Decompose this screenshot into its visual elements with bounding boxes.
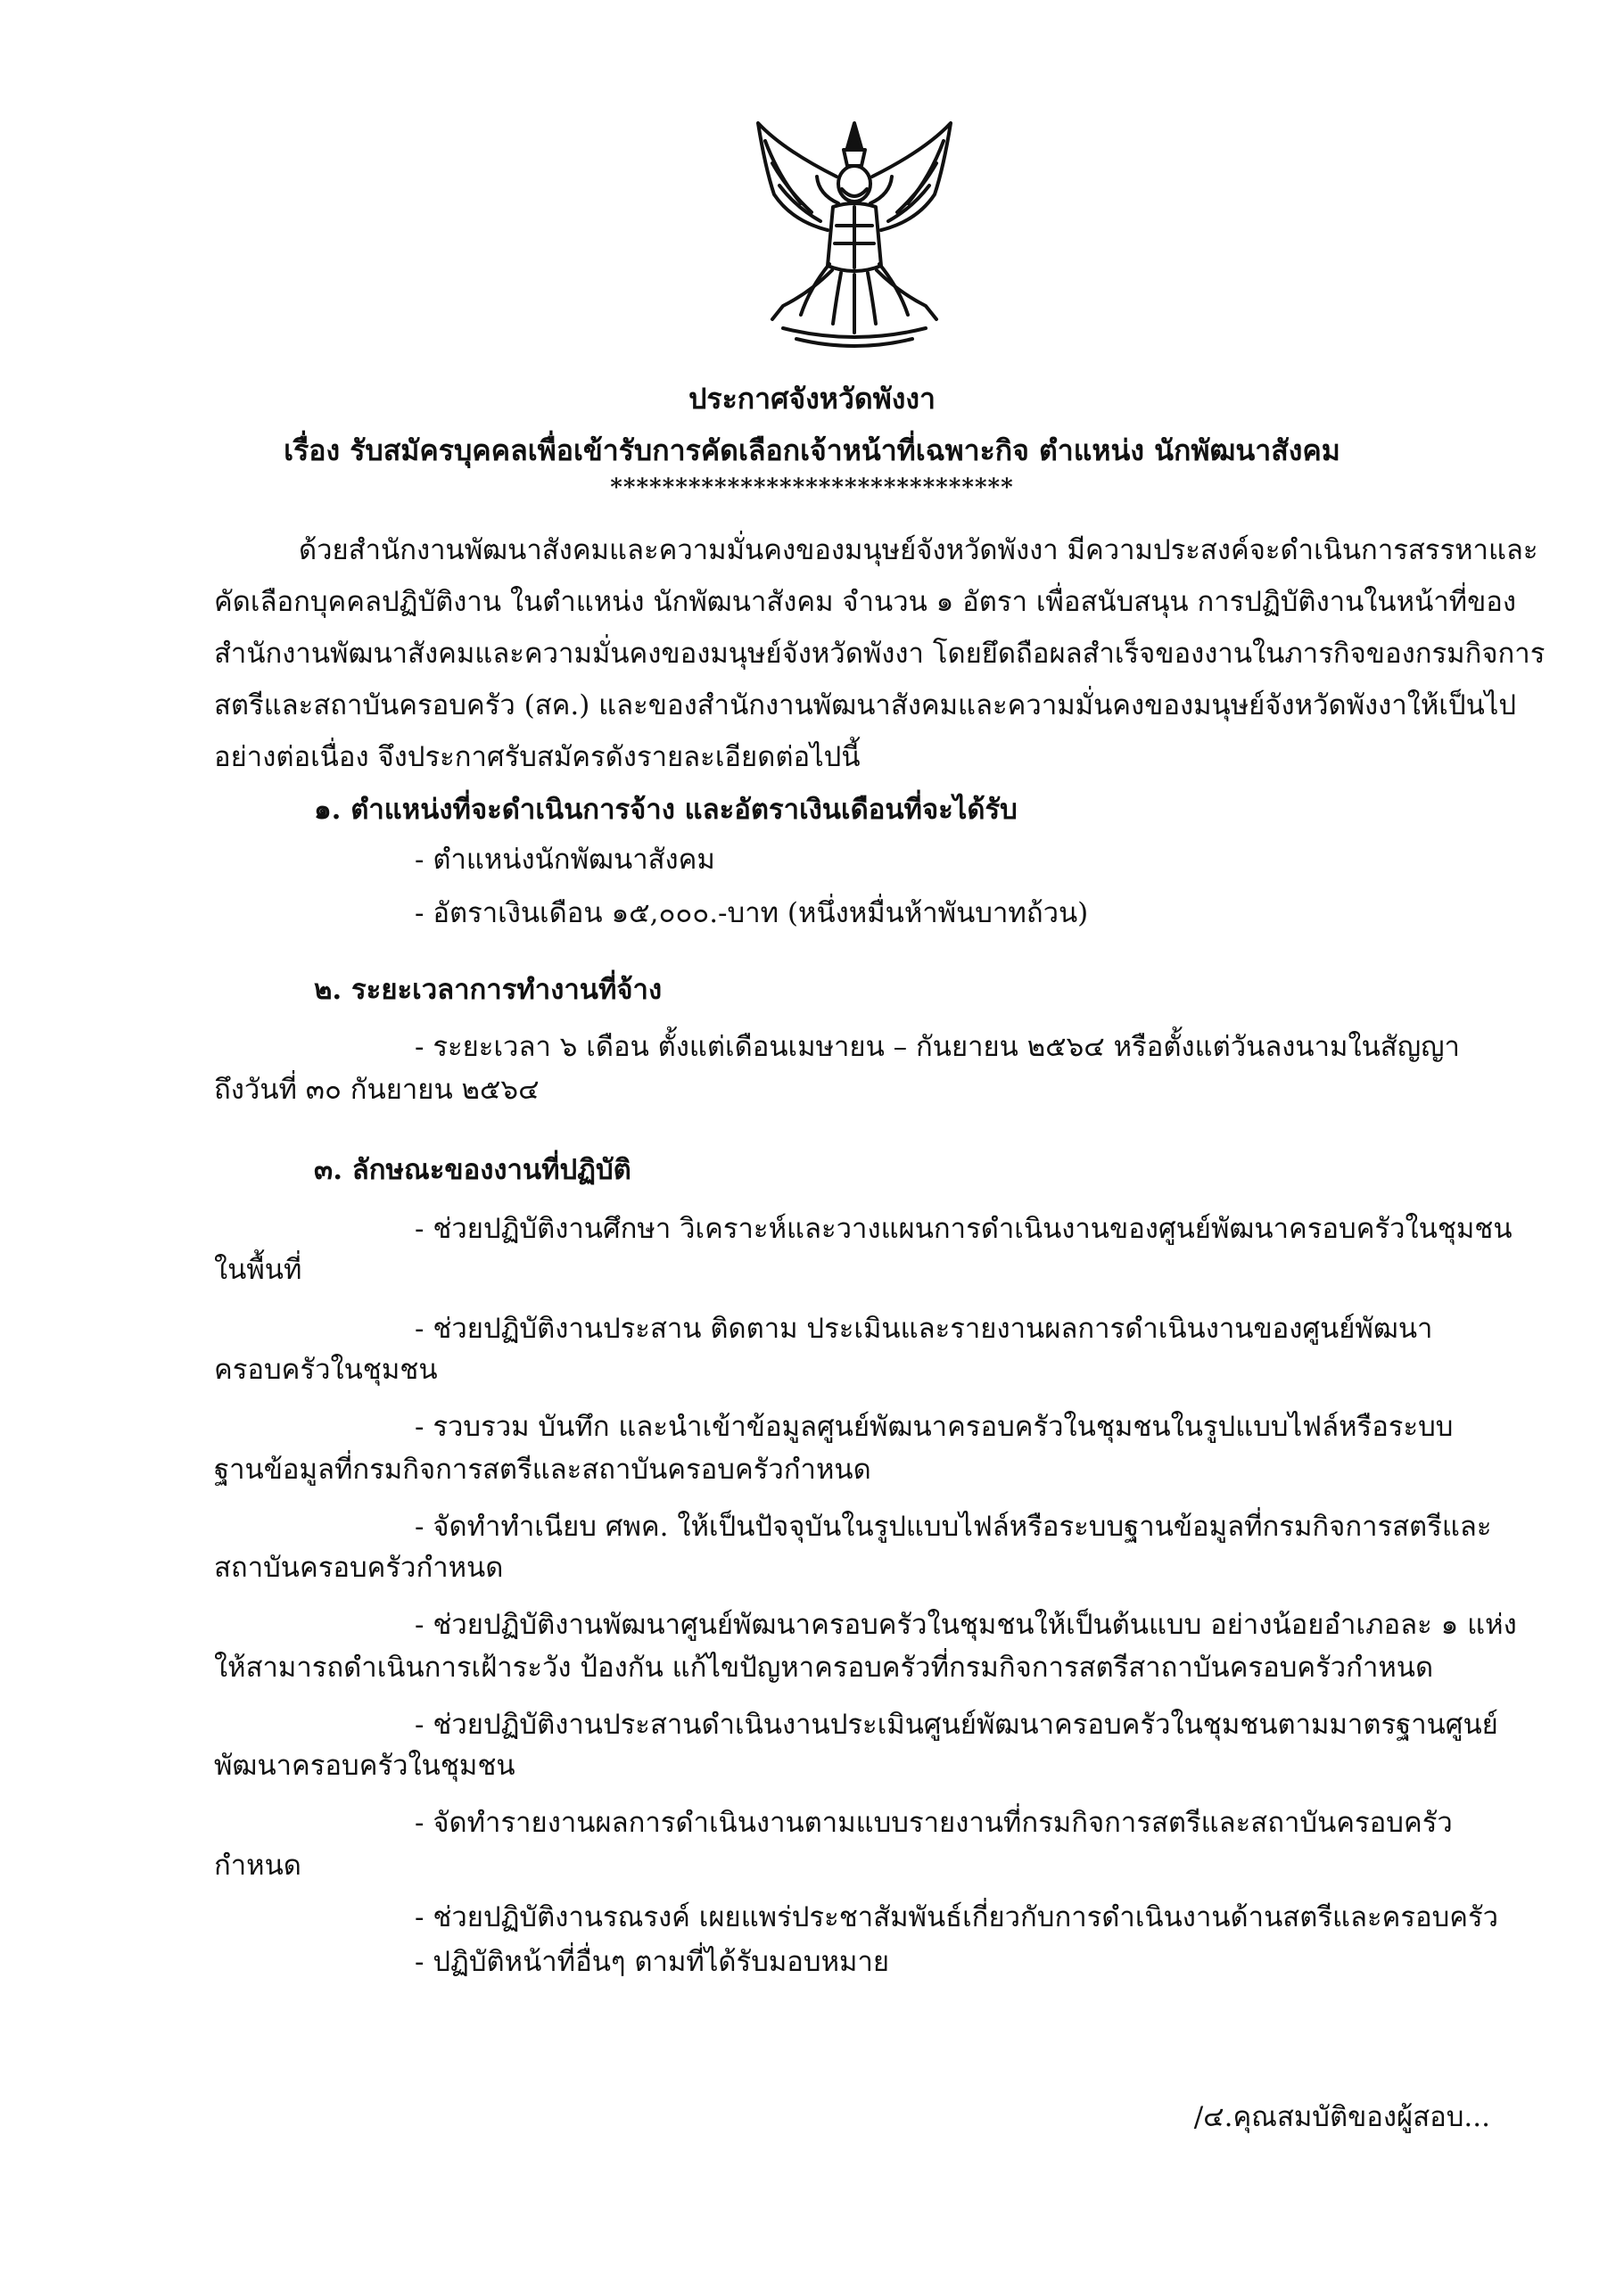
duty-item-cont: กำหนด: [214, 1850, 301, 1882]
intro-line: ด้วยสำนักงานพัฒนาสังคมและความมั่นคงของมนุษย์จังหวัดพังงา มีความประสงค์จะดำเนินการสรรหาและ: [299, 534, 1538, 566]
duty-item: - ช่วยปฏิบัติงานรณรงค์ เผยแพร่ประชาสัมพันธ์เกี่ยวกับการดำเนินงานด้านสตรีและครอบครัว: [415, 1901, 1499, 1933]
section1-item: - ตำแหน่งนักพัฒนาสังคม: [415, 844, 715, 876]
intro-line: สตรีและสถาบันครอบครัว (สค.) และของสำนักงานพัฒนาสังคมและความมั่นคงของมนุษย์จังหวัดพังงาให้เป็นไป: [214, 689, 1517, 721]
section2-item: - ระยะเวลา ๖ เดือน ตั้งแต่เดือนเมษายน – กันยายน ๒๕๖๔ หรือตั้งแต่วันลงนามในสัญญา: [415, 1031, 1460, 1063]
duty-item-cont: ฐานข้อมูลที่กรมกิจการสตรีและสถาบันครอบครัวกำหนด: [214, 1454, 871, 1486]
duty-item: - ช่วยปฏิบัติงานประสานดำเนินงานประเมินศูนย์พัฒนาครอบครัวในชุมชนตามมาตรฐานศูนย์: [415, 1709, 1498, 1741]
intro-line: สำนักงานพัฒนาสังคมและความมั่นคงของมนุษย์จังหวัดพังงา โดยยึดถือผลสำเร็จของงานในภารกิจของกรมกิจการ: [214, 638, 1546, 670]
section2-heading: ๒. ระยะเวลาการทำงานที่จ้าง: [314, 974, 663, 1006]
duty-item: - จัดทำทำเนียบ ศพค. ให้เป็นปัจจุบันในรูปแบบไฟล์หรือระบบฐานข้อมูลที่กรมกิจการสตรีและ: [415, 1511, 1492, 1543]
duty-item: - ช่วยปฏิบัติงานศึกษา วิเคราะห์และวางแผนการดำเนินงานของศูนย์พัฒนาครอบครัวในชุมชน: [415, 1213, 1513, 1245]
duty-item-cont: ให้สามารถดำเนินการเฝ้าระวัง ป้องกัน แก้ไขปัญหาครอบครัวที่กรมกิจการสตรีสาถาบันครอบครัวกำหนด: [214, 1652, 1434, 1684]
intro-line: คัดเลือกบุคคลปฏิบัติงาน ในตำแหน่ง นักพัฒนาสังคม จำนวน ๑ อัตรา เพื่อสนับสนุน การปฏิบัติงานในหน้าที่ของ: [214, 586, 1517, 618]
duty-item-cont: ในพื้นที่: [214, 1254, 302, 1286]
intro-paragraph: [214, 524, 1546, 783]
separator-line: *******************************: [610, 474, 1014, 501]
announcement-subject: เรื่อง รับสมัครบุคคลเพื่อเข้ารับการคัดเลือกเจ้าหน้าที่เฉพาะกิจ ตำแหน่ง นักพัฒนาสังคม: [284, 433, 1340, 467]
duty-item: - ปฏิบัติหน้าที่อื่นๆ ตามที่ได้รับมอบหมาย: [415, 1946, 890, 1978]
continuation-note: /๔.คุณสมบัติของผู้สอบ...: [1193, 2101, 1490, 2133]
duty-item-cont: สถาบันครอบครัวกำหนด: [214, 1552, 504, 1584]
duty-item: - จัดทำรายงานผลการดำเนินงานตามแบบรายงานที่กรมกิจการสตรีและสถาบันครอบครัว: [415, 1807, 1453, 1839]
announcement-title: ประกาศจังหวัดพังงา: [688, 382, 936, 416]
section3-heading: ๓. ลักษณะของงานที่ปฏิบัติ: [314, 1154, 631, 1186]
duty-item: - ช่วยปฏิบัติงานพัฒนาศูนย์พัฒนาครอบครัวในชุมชนให้เป็นต้นแบบ อย่างน้อยอำเภอละ ๑ แห่ง: [415, 1609, 1517, 1641]
section1-heading: ๑. ตำแหน่งที่จะดำเนินการจ้าง และอัตราเงินเดือนที่จะได้รับ: [314, 794, 1018, 826]
section1-item: - อัตราเงินเดือน ๑๕,๐๐๐.-บาท (หนึ่งหมื่นห้าพันบาทถ้วน): [415, 897, 1089, 929]
section2-item-cont: ถึงวันที่ ๓๐ กันยายน ๒๕๖๔: [214, 1074, 540, 1106]
duty-item-cont: พัฒนาครอบครัวในชุมชน: [214, 1750, 515, 1782]
duty-item-cont: ครอบครัวในชุมชน: [214, 1354, 438, 1386]
intro-line: อย่างต่อเนื่อง จึงประกาศรับสมัครดังรายละเอียดต่อไปนี้: [214, 741, 861, 773]
garuda-emblem-icon: [747, 114, 961, 355]
duty-item: - รวบรวม บันทึก และนำเข้าข้อมูลศูนย์พัฒนาครอบครัวในชุมชนในรูปแบบไฟล์หรือระบบ: [415, 1411, 1454, 1443]
duty-item: - ช่วยปฏิบัติงานประสาน ติดตาม ประเมินและรายงานผลการดำเนินงานของศูนย์พัฒนา: [415, 1313, 1433, 1345]
